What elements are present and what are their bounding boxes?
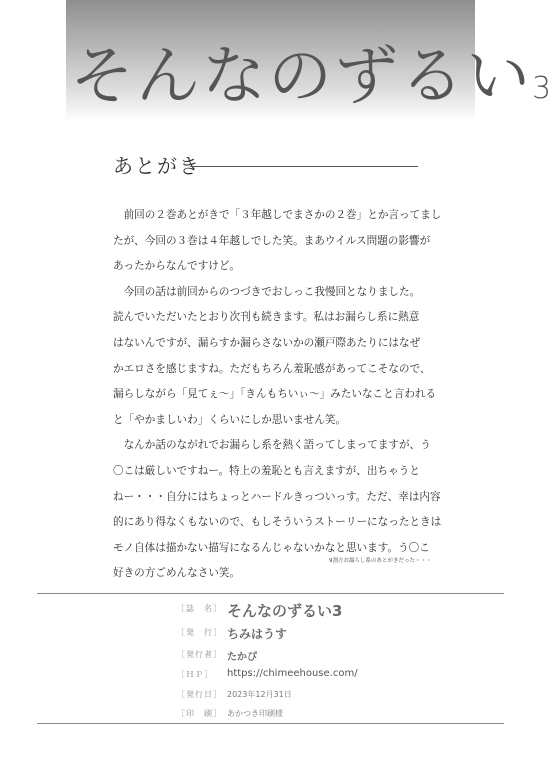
afterword-line: かエロさを感じますね。ただもちろん羞恥感があってこそなので、: [113, 362, 431, 375]
afterword-line: 読んでいただいたとおり次刊も続きます。私はお漏らし系に熱意: [113, 311, 420, 324]
afterword-line: あったからなんですけど。: [113, 260, 241, 273]
colophon-value-publisher: たかぴ: [227, 652, 257, 663]
afterword-line: と「やかましいわ」くらいにしか思いません笑。: [113, 413, 347, 426]
colophon-value-homepage[interactable]: https://chimeehouse.com/: [227, 668, 358, 679]
colophon-label: ［誌 名］: [177, 604, 222, 613]
colophon-label: ［印 刷］: [177, 709, 222, 718]
colophon-top-rule: [37, 593, 504, 594]
colophon-bottom-rule: [37, 723, 504, 724]
colophon-label: ［発 行］: [177, 628, 222, 637]
colophon-label: ［発行者］: [177, 650, 222, 659]
colophon-label: ［発行日］: [177, 690, 222, 699]
afterword-line: 漏らしながら「見てぇ～」「きんもちいぃ～」みたいなこと言われる: [113, 388, 437, 401]
afterword-body: [113, 203, 442, 587]
afterword-line: 今回の話は前回からのつづきでおしっこ我慢回となりました。: [113, 285, 421, 298]
section-heading: あとがき: [113, 154, 201, 178]
afterword-signature: 9割方お漏らし系のあとがきだった・・・: [329, 558, 432, 564]
afterword-line: 〇こは厳しいですねー。特上の羞恥とも言えますが、出ちゃうと: [113, 464, 420, 477]
heading-rule: [190, 166, 418, 167]
book-title: [70, 32, 551, 122]
afterword-line: ねー・・・自分にはちょっとハードルきっついっす。ただ、幸は内容: [113, 490, 441, 503]
afterword-line: 前回の２巻あとがきで「３年越しでまさかの２巻」とか言ってまし: [113, 209, 442, 221]
book-title-text: そんなのずるい: [70, 40, 532, 114]
afterword-line: 好きの方ごめんなさい笑。: [113, 567, 241, 580]
volume-number: 3: [532, 71, 551, 106]
colophon-label: ［ＨＰ］: [177, 670, 213, 679]
afterword-line: モノ自体は描かない描写になるんじゃないかなと思います。う〇こ: [113, 541, 430, 554]
colophon-value-title: そんなのずるい3: [227, 602, 343, 620]
colophon-value-circle: ちみはうす: [227, 627, 288, 641]
afterword-line: なんか話のながれでお漏らし系を熱く語ってしまってますが、う: [113, 439, 431, 452]
afterword-line: はないんですが、漏らすか漏らさないかの瀬戸際あたりにはなぜ: [113, 336, 421, 349]
afterword-line: 的にあり得なくもないので、もしそういうストーリーになったときは: [113, 516, 442, 529]
colophon-value-date: 2023年12月31日: [227, 690, 292, 699]
afterword-line: たが、今回の３巻は４年越しでした笑。まあウイルス問題の影響が: [113, 234, 431, 247]
colophon-value-printer: あかつき印刷様: [227, 709, 283, 718]
